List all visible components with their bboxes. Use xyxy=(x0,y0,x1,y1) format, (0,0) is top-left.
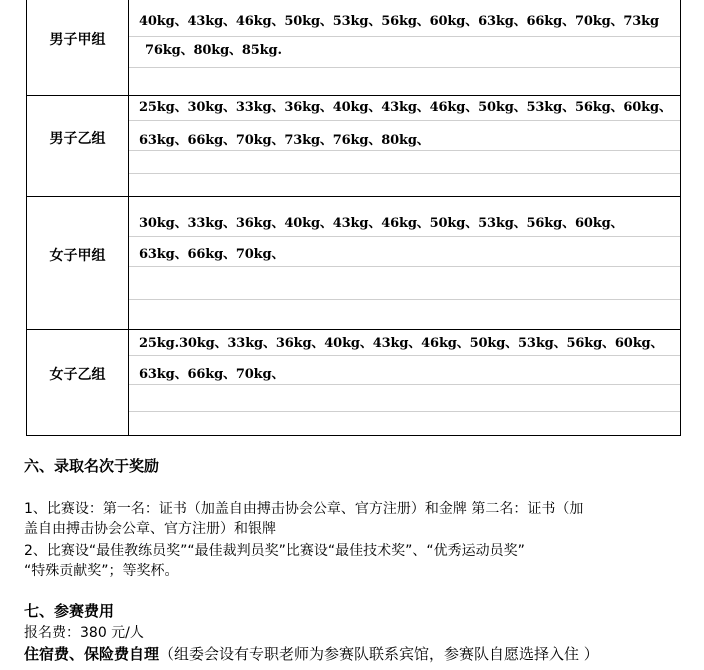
group-cell xyxy=(27,196,129,329)
weights-line: 63kg、66kg、70kg、 xyxy=(129,356,680,385)
group-cell xyxy=(27,0,129,95)
section-heading: 六、录取名次于奖励 xyxy=(24,457,160,475)
weights-line: 63kg、66kg、70kg、73kg、76kg、80kg、 xyxy=(129,121,680,151)
group-label: 女子乙组 xyxy=(49,367,106,383)
table-row xyxy=(27,0,681,95)
group-cell xyxy=(27,329,129,435)
empty-line xyxy=(129,267,680,300)
section-heading: 七、参赛费用 xyxy=(24,602,115,620)
award-item-1-cont: 盖自由搏击协会公章、官方注册）和银牌 xyxy=(24,521,276,537)
weights-line: 76kg、80kg、85kg. xyxy=(129,37,680,68)
group-label: 男子甲组 xyxy=(49,32,106,49)
lodging-detail: （组委会设有专职老师为参赛队联系宾馆，参赛队自愿选择入住 ） xyxy=(159,645,599,663)
lodging-label: 住宿费、保险费自理 xyxy=(24,645,160,663)
group-label: 男子乙组 xyxy=(49,130,106,147)
group-label: 女子甲组 xyxy=(49,247,106,264)
weights-cell xyxy=(129,196,681,329)
weight-class-table xyxy=(26,0,681,436)
empty-line xyxy=(129,385,680,412)
empty-line xyxy=(129,174,680,196)
weights-cell xyxy=(129,0,681,95)
empty-line xyxy=(129,412,680,435)
empty-line xyxy=(129,151,680,174)
table-row xyxy=(27,329,681,435)
award-item-1: 1、比赛设：第一名：证书（加盖自由搏击协会公章、官方注册）和金牌 第二名：证书（加 xyxy=(24,501,584,517)
weights-cell xyxy=(129,329,681,435)
weights-line: 63kg、66kg、70kg、 xyxy=(129,237,680,267)
weights-line: 25kg.30kg、33kg、36kg、40kg、43kg、46kg、50kg、53kg、56kg、60kg、 xyxy=(129,330,680,356)
group-cell xyxy=(27,95,129,196)
award-item-2: 2、比赛设“最佳教练员奖”“最佳裁判员奖”比赛设“最佳技术奖”、“优秀运动员奖” xyxy=(24,543,525,559)
weights-line: 40kg、43kg、46kg、50kg、53kg、56kg、60kg、63kg、66kg、70kg、73kg xyxy=(129,0,680,37)
empty-line xyxy=(129,68,680,93)
table-row xyxy=(27,95,681,196)
award-item-2-cont: “特殊贡献奖”；等奖杯。 xyxy=(24,563,179,579)
weights-cell xyxy=(129,95,681,196)
lodging-note xyxy=(24,643,599,664)
weights-line: 25kg、30kg、33kg、36kg、40kg、43kg、46kg、50kg、53kg、56kg、60kg、 xyxy=(129,96,680,121)
weights-line: 30kg、33kg、36kg、40kg、43kg、46kg、50kg、53kg、56kg、60kg、 xyxy=(129,197,680,237)
registration-fee: 报名费：380 元/人 xyxy=(24,625,144,641)
table-row xyxy=(27,196,681,329)
empty-line xyxy=(129,300,680,329)
